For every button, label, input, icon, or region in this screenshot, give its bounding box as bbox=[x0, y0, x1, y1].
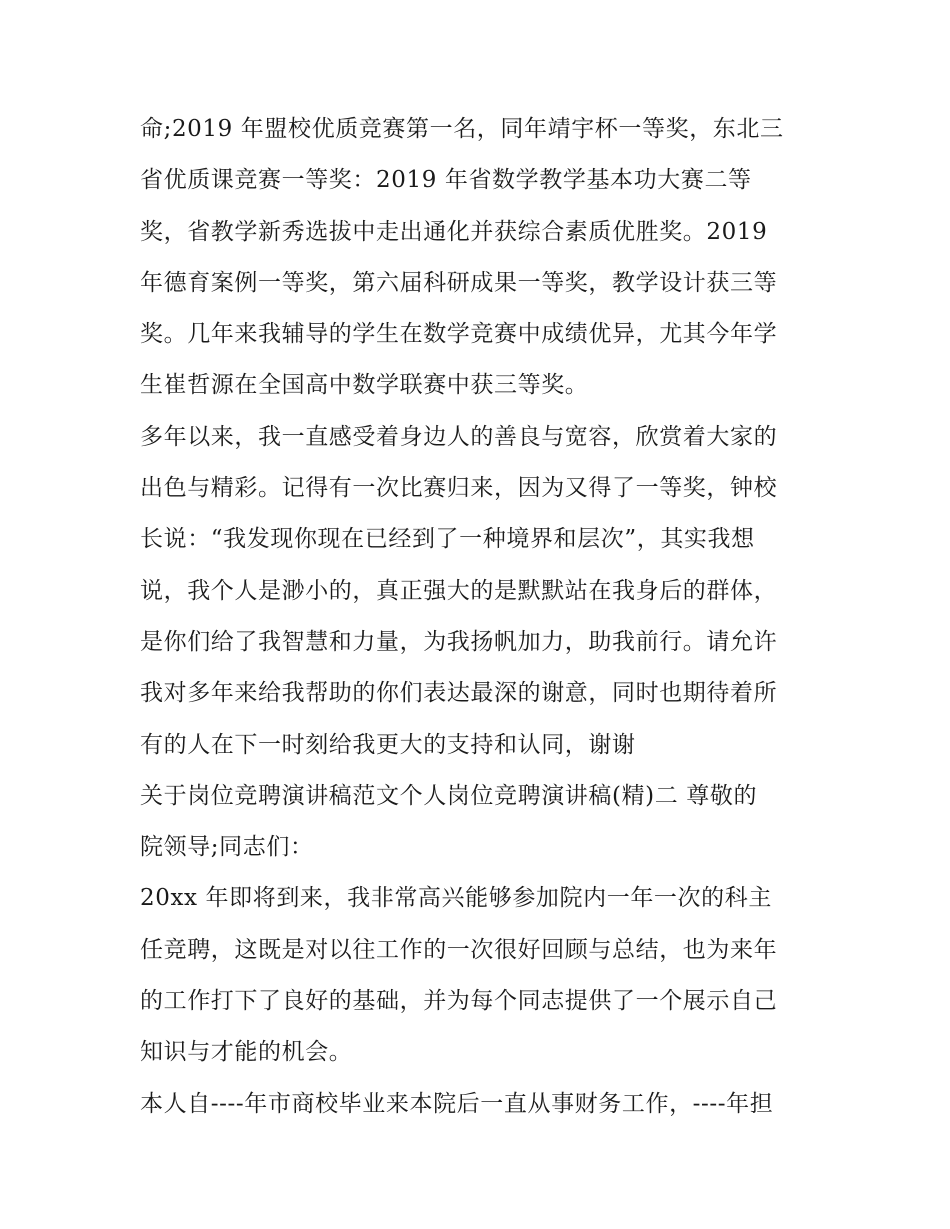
text-line: 任竞聘，这既是对以往工作的一次很好回顾与总结，也为来年 bbox=[140, 936, 778, 963]
text-line: 本人自----年市商校毕业来本院后一直从事财务工作，----年担 bbox=[140, 1090, 774, 1117]
text-line: 说，我个人是渺小的，真正强大的是默默站在我身后的群体， bbox=[140, 577, 778, 604]
text-line: 生崔哲源在全国高中数学联赛中获三等奖。 bbox=[140, 372, 589, 399]
document-body bbox=[140, 104, 820, 1130]
text-line: 命;2019 年盟校优质竞赛第一名，同年靖宇杯一等奖，东北三 bbox=[140, 116, 784, 142]
text-line: 年德育案例一等奖，第六届科研成果一等奖，教学设计获三等 bbox=[140, 269, 778, 296]
salutation-line: 院领导;同志们： bbox=[140, 834, 314, 861]
text-line: 长说：“我发现你现在已经到了一种境界和层次”，其实我想 bbox=[140, 526, 755, 553]
text-line: 奖，省教学新秀选拔中走出通化并获综合素质优胜奖。2019 bbox=[140, 218, 768, 245]
text-line: 有的人在下一时刻给我更大的支持和认同，谢谢 bbox=[140, 731, 636, 758]
text-line: 的工作打下了良好的基础，并为每个同志提供了一个展示自己 bbox=[140, 988, 778, 1015]
section-heading-line: 关于岗位竞聘演讲稿范文个人岗位竞聘演讲稿(精)二 尊敬的 bbox=[140, 782, 758, 809]
text-line: 我对多年来给我帮助的你们表达最深的谢意，同时也期待着所 bbox=[140, 680, 778, 707]
text-line: 20xx 年即将到来，我非常高兴能够参加院内一年一次的科主 bbox=[140, 885, 772, 912]
text-line: 是你们给了我智慧和力量，为我扬帆加力，助我前行。请允许 bbox=[140, 628, 778, 655]
text-line: 奖。几年来我辅导的学生在数学竞赛中成绩优异，尤其今年学 bbox=[140, 321, 778, 348]
text-line: 知识与才能的机会。 bbox=[140, 1039, 353, 1066]
text-line: 出色与精彩。记得有一次比赛归来，因为又得了一等奖，钟校 bbox=[140, 475, 778, 502]
text-line: 多年以来，我一直感受着身边人的善良与宽容，欣赏着大家的 bbox=[140, 423, 778, 450]
text-line: 省优质课竞赛一等奖：2019 年省数学教学基本功大赛二等 bbox=[140, 167, 752, 194]
